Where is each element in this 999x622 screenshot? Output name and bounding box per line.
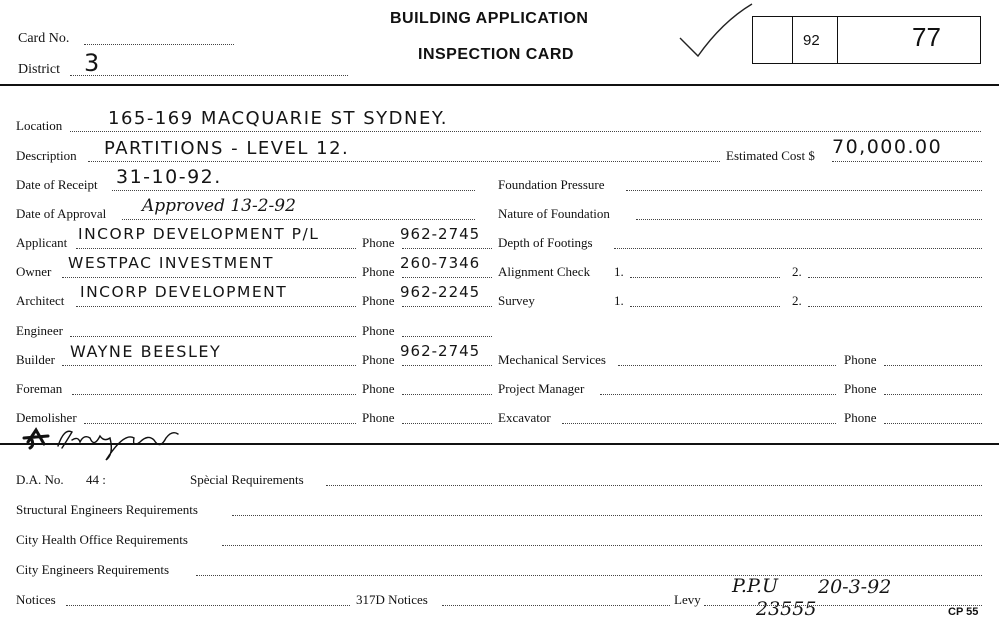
depth-of-footings-label: Depth of Footings <box>498 235 593 250</box>
depth-of-footings-line <box>614 248 982 249</box>
survey-label: Survey <box>498 293 535 308</box>
levy-label: Levy <box>674 592 701 607</box>
signature-icon <box>14 420 184 462</box>
levy-date: 20-3-92 <box>818 576 892 598</box>
engineer-phone-label: Phone <box>362 323 395 338</box>
structural-line <box>232 515 982 516</box>
architect-phone-label: Phone <box>362 293 395 308</box>
builder-label: Builder <box>16 352 55 367</box>
mechanical-services-line <box>618 365 836 366</box>
alignment-check-opt1: 1. <box>614 264 624 279</box>
header-rule <box>0 84 999 86</box>
owner-phone-line <box>402 277 492 278</box>
box-divider-2 <box>837 16 838 64</box>
owner-phone-label: Phone <box>362 264 395 279</box>
builder-phone-label: Phone <box>362 352 395 367</box>
architect-label: Architect <box>16 293 65 308</box>
district-label: District <box>18 62 60 77</box>
special-requirements-line <box>326 485 982 486</box>
card-no-label: Card No. <box>18 31 70 46</box>
check-mark-icon <box>676 2 756 62</box>
notices-317d-label: 317D Notices <box>356 592 428 607</box>
survey-line2 <box>808 306 982 307</box>
card-number-box <box>752 16 981 64</box>
owner-label: Owner <box>16 264 52 279</box>
foreman-phone-label: Phone <box>362 381 395 396</box>
applicant-value: INCORP DEVELOPMENT P/L <box>78 225 320 243</box>
excavator-phone-label: Phone <box>844 410 877 425</box>
box-large-number: 77 <box>912 22 941 52</box>
nature-of-foundation-line <box>636 219 982 220</box>
levy-value: P.P.U <box>732 575 778 597</box>
builder-phone: 962-2745 <box>400 342 481 360</box>
engineer-line <box>70 336 356 337</box>
project-manager-label: Project Manager <box>498 381 585 396</box>
date-of-receipt-line <box>112 190 475 191</box>
da-no-label: D.A. No. <box>16 472 64 487</box>
alignment-check-line2 <box>808 277 982 278</box>
foreman-label: Foreman <box>16 381 63 396</box>
mechanical-services-phone-label: Phone <box>844 352 877 367</box>
health-label: City Health Office Requirements <box>16 532 188 547</box>
nature-of-foundation-label: Nature of Foundation <box>498 206 610 221</box>
applicant-label: Applicant <box>16 235 68 250</box>
owner-line <box>62 277 356 278</box>
owner-value: WESTPAC INVESTMENT <box>68 254 274 272</box>
project-manager-line <box>600 394 836 395</box>
excavator-phone-line <box>884 423 982 424</box>
project-manager-phone-line <box>884 394 982 395</box>
demolisher-label: Demolisher <box>16 410 77 425</box>
mechanical-services-phone-line <box>884 365 982 366</box>
architect-phone-line <box>402 306 492 307</box>
excavator-label: Excavator <box>498 410 551 425</box>
engineer-label: Engineer <box>16 323 63 338</box>
location-value: 165-169 MACQUARIE ST SYDNEY. <box>108 108 448 129</box>
date-of-receipt-value: 31-10-92. <box>116 166 222 188</box>
survey-opt1: 1. <box>614 293 624 308</box>
demolisher-phone-line <box>402 423 492 424</box>
location-label: Location <box>16 118 63 133</box>
description-value: PARTITIONS - LEVEL 12. <box>104 138 350 159</box>
estimated-cost-line <box>832 161 982 162</box>
title-line2: INSPECTION CARD <box>418 46 574 63</box>
applicant-phone: 962-2745 <box>400 225 481 243</box>
survey-opt2: 2. <box>792 293 802 308</box>
foundation-pressure-label: Foundation Pressure <box>498 177 605 192</box>
middle-rule <box>0 443 999 445</box>
date-of-approval-value: Approved 13-2-92 <box>142 196 296 216</box>
box-divider-1 <box>792 16 793 64</box>
builder-line <box>62 365 356 366</box>
architect-line <box>76 306 356 307</box>
applicant-phone-label: Phone <box>362 235 395 250</box>
description-line <box>88 161 720 162</box>
notices-line <box>66 605 350 606</box>
engineers-label: City Engineers Requirements <box>16 562 170 577</box>
notices-317d-line <box>442 605 670 606</box>
foundation-pressure-line <box>626 190 982 191</box>
applicant-phone-line <box>402 248 492 249</box>
demolisher-phone-label: Phone <box>362 410 395 425</box>
architect-phone: 962-2245 <box>400 283 481 301</box>
architect-value: INCORP DEVELOPMENT <box>80 283 288 301</box>
foreman-phone-line <box>402 394 492 395</box>
structural-label: Structural Engineers Requirements <box>16 502 198 517</box>
applicant-line <box>76 248 356 249</box>
alignment-check-label: Alignment Check <box>498 264 591 279</box>
description-label: Description <box>16 148 77 163</box>
builder-phone-line <box>402 365 492 366</box>
district-line <box>70 75 348 76</box>
levy-number: 23555 <box>756 598 817 620</box>
special-requirements-label: Spècial Requirements <box>190 472 304 487</box>
owner-phone: 260-7346 <box>400 254 481 272</box>
form-code: CP 55 <box>948 606 979 618</box>
date-of-approval-line <box>122 219 475 220</box>
estimated-cost-label: Estimated Cost $ <box>726 148 815 163</box>
foreman-line <box>72 394 356 395</box>
builder-value: WAYNE BEESLEY <box>70 342 222 361</box>
notices-label: Notices <box>16 592 56 607</box>
levy-line <box>704 605 982 606</box>
engineer-phone-line <box>402 336 492 337</box>
box-small-number: 92 <box>803 32 820 49</box>
mechanical-services-label: Mechanical Services <box>498 352 606 367</box>
card-no-line <box>84 44 234 45</box>
da-no-value: 44 : <box>86 472 106 487</box>
title-line1: BUILDING APPLICATION <box>390 10 589 27</box>
location-line <box>70 131 981 132</box>
district-value: 3 <box>84 49 101 77</box>
project-manager-phone-label: Phone <box>844 381 877 396</box>
date-of-receipt-label: Date of Receipt <box>16 177 98 192</box>
alignment-check-opt2: 2. <box>792 264 802 279</box>
date-of-approval-label: Date of Approval <box>16 206 107 221</box>
survey-line1 <box>630 306 780 307</box>
alignment-check-line1 <box>630 277 780 278</box>
health-line <box>222 545 982 546</box>
excavator-line <box>562 423 836 424</box>
estimated-cost-value: 70,000.00 <box>832 136 943 158</box>
